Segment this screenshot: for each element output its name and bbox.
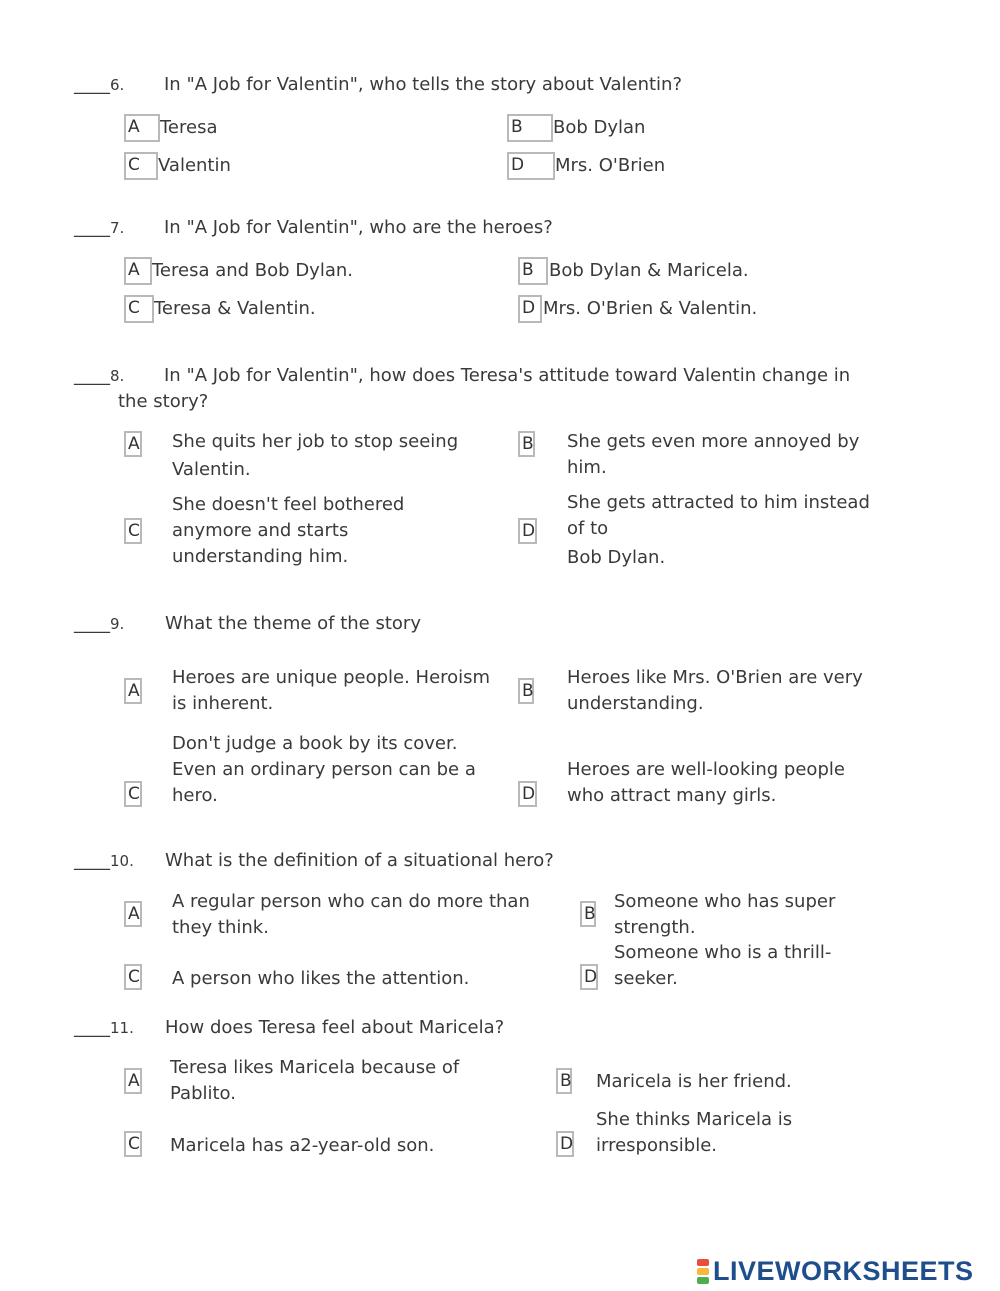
option-text: Valentin [158,155,231,176]
option-text: Someone who is a thrill- seeker. [614,942,832,989]
option-box[interactable]: B [518,431,535,457]
question-9 [74,611,124,637]
option-box[interactable]: C [124,152,158,180]
option-box[interactable]: B [518,678,534,704]
option-text: She gets even more annoyed by him. [567,431,860,478]
option-text: Bob Dylan & Maricela. [549,260,749,281]
question-7 [74,215,124,241]
answer-blank[interactable]: ____ [74,365,110,386]
option-text: Bob Dylan [553,117,646,138]
option-box[interactable]: B [518,257,548,285]
answer-blank[interactable]: ____ [74,1017,110,1038]
question-text: How does Teresa feel about Maricela? [165,1017,505,1038]
option-box[interactable]: D [580,964,598,990]
option-box[interactable]: B [507,114,553,142]
option-box[interactable]: A [124,1068,142,1094]
question-text: In "A Job for Valentin", how does Teresa's attitude toward Valentin change in [164,365,851,386]
option-text: Mrs. O'Brien [555,155,666,176]
answer-blank[interactable]: ____ [74,613,110,634]
option-text: Heroes are unique people. Heroism is inherent. [172,667,491,714]
question-number: 6. [110,76,125,94]
logo-blocks-icon [697,1259,709,1284]
option-box[interactable]: D [518,781,537,807]
option-box[interactable]: C [124,295,154,323]
question-number: 10. [110,852,134,870]
option-text: Don't judge a book by its cover. Even an ordinary person can be a hero. [172,733,476,806]
logo-block [697,1259,709,1266]
option-box[interactable]: A [124,257,152,285]
option-box[interactable]: A [124,431,142,457]
answer-blank[interactable]: ____ [74,850,110,871]
question-11 [74,1015,134,1041]
question-number: 7. [110,219,125,237]
option-box[interactable]: C [124,518,142,544]
option-text: Teresa likes Maricela because of Pablito. [170,1057,460,1104]
option-text: Someone who has super strength. [614,891,836,938]
option-text: Maricela is her friend. [596,1071,792,1092]
option-box[interactable]: C [124,1131,142,1157]
option-box[interactable]: B [580,901,596,927]
option-text: A regular person who can do more than they think. [172,891,530,938]
question-number: 9. [110,615,125,633]
question-10 [74,848,134,874]
logo-block [697,1277,709,1284]
question-text: What the theme of the story [165,613,421,634]
question-8 [74,363,124,389]
question-number: 8. [110,367,125,385]
option-box[interactable]: D [518,518,537,544]
option-box[interactable]: D [507,152,555,180]
option-box[interactable]: B [556,1068,572,1094]
option-box[interactable]: A [124,114,160,142]
option-text: Teresa [160,117,218,138]
option-box[interactable]: A [124,901,142,927]
option-text: She doesn't feel bothered anymore and starts understanding him. [172,494,405,567]
option-text: She thinks Maricela is irresponsible. [596,1109,793,1156]
option-text: A person who likes the attention. [172,968,470,989]
liveworksheets-logo [697,1255,974,1287]
option-text: She gets attracted to him instead of to Bob Dylan. [567,492,870,568]
option-box[interactable]: C [124,781,142,807]
question-text-cont: the story? [118,391,209,412]
option-text: Teresa and Bob Dylan. [152,260,353,281]
option-box[interactable]: C [124,964,142,990]
option-text: She quits her job to stop seeing Valentin. [172,431,459,480]
option-text: Mrs. O'Brien & Valentin. [543,298,758,319]
option-box[interactable]: A [124,678,142,704]
question-6 [74,72,124,98]
answer-blank[interactable]: ____ [74,74,110,95]
question-text: In "A Job for Valentin", who tells the story about Valentin? [164,74,683,95]
logo-text: LIVEWORKSHEETS [713,1255,974,1286]
option-text: Teresa & Valentin. [154,298,316,319]
option-text: Maricela has a2-year-old son. [170,1135,435,1156]
answer-blank[interactable]: ____ [74,217,110,238]
option-box[interactable]: D [556,1131,574,1157]
question-number: 11. [110,1019,134,1037]
option-text: Heroes are well-looking people who attract many girls. [567,759,845,806]
question-text: In "A Job for Valentin", who are the heroes? [164,217,553,238]
option-box[interactable]: D [518,295,542,323]
logo-block [697,1268,709,1275]
question-text: What is the definition of a situational hero? [165,850,554,871]
option-text: Heroes like Mrs. O'Brien are very understanding. [567,667,863,714]
